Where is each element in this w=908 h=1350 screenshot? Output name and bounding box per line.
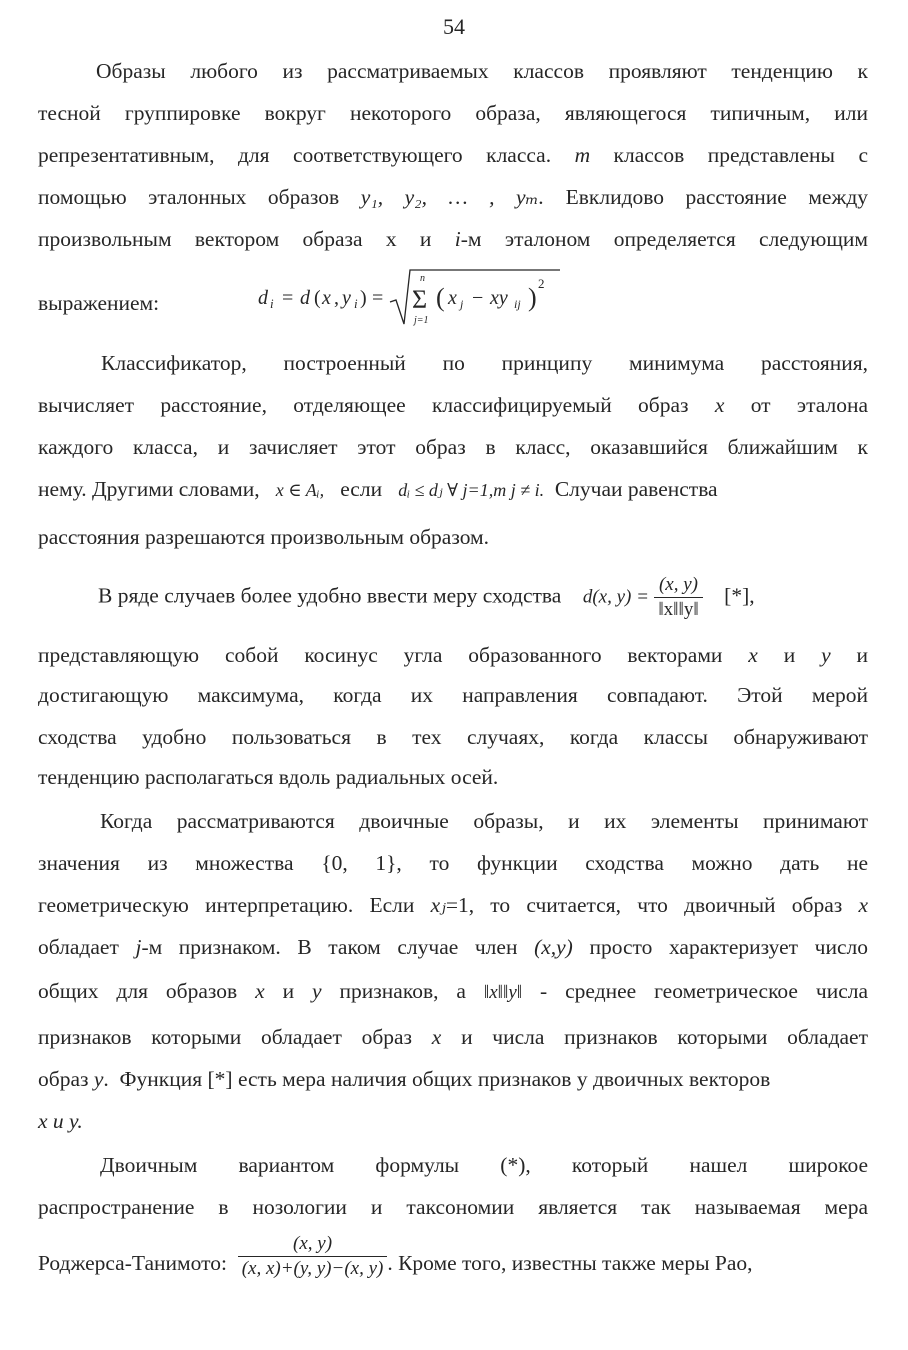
text-line: сходства удобно пользоваться в тех случаях, когда классы обнаруживают <box>38 725 868 749</box>
text-line: обладает j-м признаком. В таком случае член (x,y) просто характеризует число <box>38 935 869 959</box>
svg-text:): ) <box>528 283 537 312</box>
text-line: помощью эталонных образов y₁, y₂, … , yₘ. Евклидово расстояние между <box>38 185 869 209</box>
text-line: Когда рассматриваются двоичные образы, и их элементы принимают <box>100 809 868 833</box>
page-number: 54 <box>443 14 465 39</box>
text-line: Классификатор, построенный по принципу минимума расстояния, <box>101 351 868 375</box>
svg-text:y: y <box>342 287 351 309</box>
svg-text:,: , <box>334 287 339 309</box>
text-line: Роджерса-Танимото: $\frac{(x, y)}{(x, x)+(y, y)-(x, y)}$ . Кроме того, известны также меры Рао, <box>38 1232 753 1279</box>
text-line: x и y. <box>38 1109 83 1133</box>
svg-text:x: x <box>322 287 331 309</box>
text-line: признаков которыми обладает образ x и числа признаков которыми обладает <box>38 1025 868 1049</box>
text-line: представляющую собой косинус угла образованного векторами x и y и <box>38 643 868 667</box>
text-line: Двоичным вариантом формулы (*), который нашел широкое <box>100 1153 868 1177</box>
svg-text:x: x <box>448 287 457 309</box>
text-line: геометрическую интерпретацию. Если xⱼ=1, то считается, что двоичный образ x <box>38 893 869 917</box>
text-line: вычисляет расстояние, отделяющее классифицируемый образ x от эталона <box>38 393 869 417</box>
svg-text:(: ( <box>436 283 445 312</box>
text-line: тенденцию располагаться вдоль радиальных осей. <box>38 765 499 789</box>
text-line: достигающую максимума, когда их направления совпадают. Этой мерой <box>38 683 868 707</box>
text-line: общих для образов x и y признаков, а ‖x‖‖y‖ - среднее геометрическое числа <box>38 979 869 1003</box>
svg-text:=: = <box>372 287 384 309</box>
svg-text:xy: xy <box>490 287 508 309</box>
text-line: расстояния разрешаются произвольным образом. <box>38 525 490 549</box>
tanimoto-fraction: $\frac{(x, y)}{(x, x)+(y, y)-(x, y)}$ <box>238 1233 388 1280</box>
svg-text:2: 2 <box>538 276 545 291</box>
svg-text:(: ( <box>314 287 321 309</box>
text-line: репрезентативным, для соответствующего класса. m классов представлены с <box>38 143 868 167</box>
svg-text:j: j <box>460 297 464 311</box>
text-line: тесной группировке вокруг некоторого образа, являющегося типичным, или <box>38 101 868 125</box>
svg-text:): ) <box>360 287 367 309</box>
similarity-fraction: $\frac{(x, y)}{‖x‖‖y‖}$ <box>654 574 702 621</box>
svg-text:ij: ij <box>514 297 521 311</box>
text-line: нему. Другими словами, x ∈ Aᵢ, если dᵢ ≤ dⱼ ∀ j=1,m j ≠ i. Случаи равенства <box>38 477 718 501</box>
text-line: В ряде случаев более удобно ввести меру сходства d(x, y) = $\frac{(x, y)}{‖x‖‖y‖}$ [*], <box>98 574 755 620</box>
text-line: выражением: <box>38 291 160 315</box>
svg-text:d: d <box>258 287 268 309</box>
sum-upper-limit: n <box>420 273 425 284</box>
sum-lower-limit: j=1 <box>414 315 429 326</box>
svg-text:i: i <box>354 296 358 311</box>
text-line: Образы любого из рассматриваемых классов проявляют тенденцию к <box>96 59 868 83</box>
svg-text:d: d <box>300 287 310 309</box>
distance-formula <box>258 262 578 332</box>
text-line: каждого класса, и зачисляет этот образ в класс, оказавшийся ближайшим к <box>38 435 868 459</box>
text-line: образ y. Функция [*] есть мера наличия общих признаков у двоичных векторов <box>38 1067 771 1091</box>
svg-text:=: = <box>282 287 294 309</box>
text-line: произвольным вектором образа х и i-м эталоном определяется следующим <box>38 227 868 251</box>
svg-text:−: − <box>472 287 484 309</box>
svg-text:Σ: Σ <box>412 285 428 314</box>
text-line: значения из множества {0, 1}, то функции сходства можно дать не <box>38 851 868 875</box>
text-line: распространение в нозологии и таксономии является так называемая мера <box>38 1195 868 1219</box>
svg-text:i: i <box>270 296 274 311</box>
